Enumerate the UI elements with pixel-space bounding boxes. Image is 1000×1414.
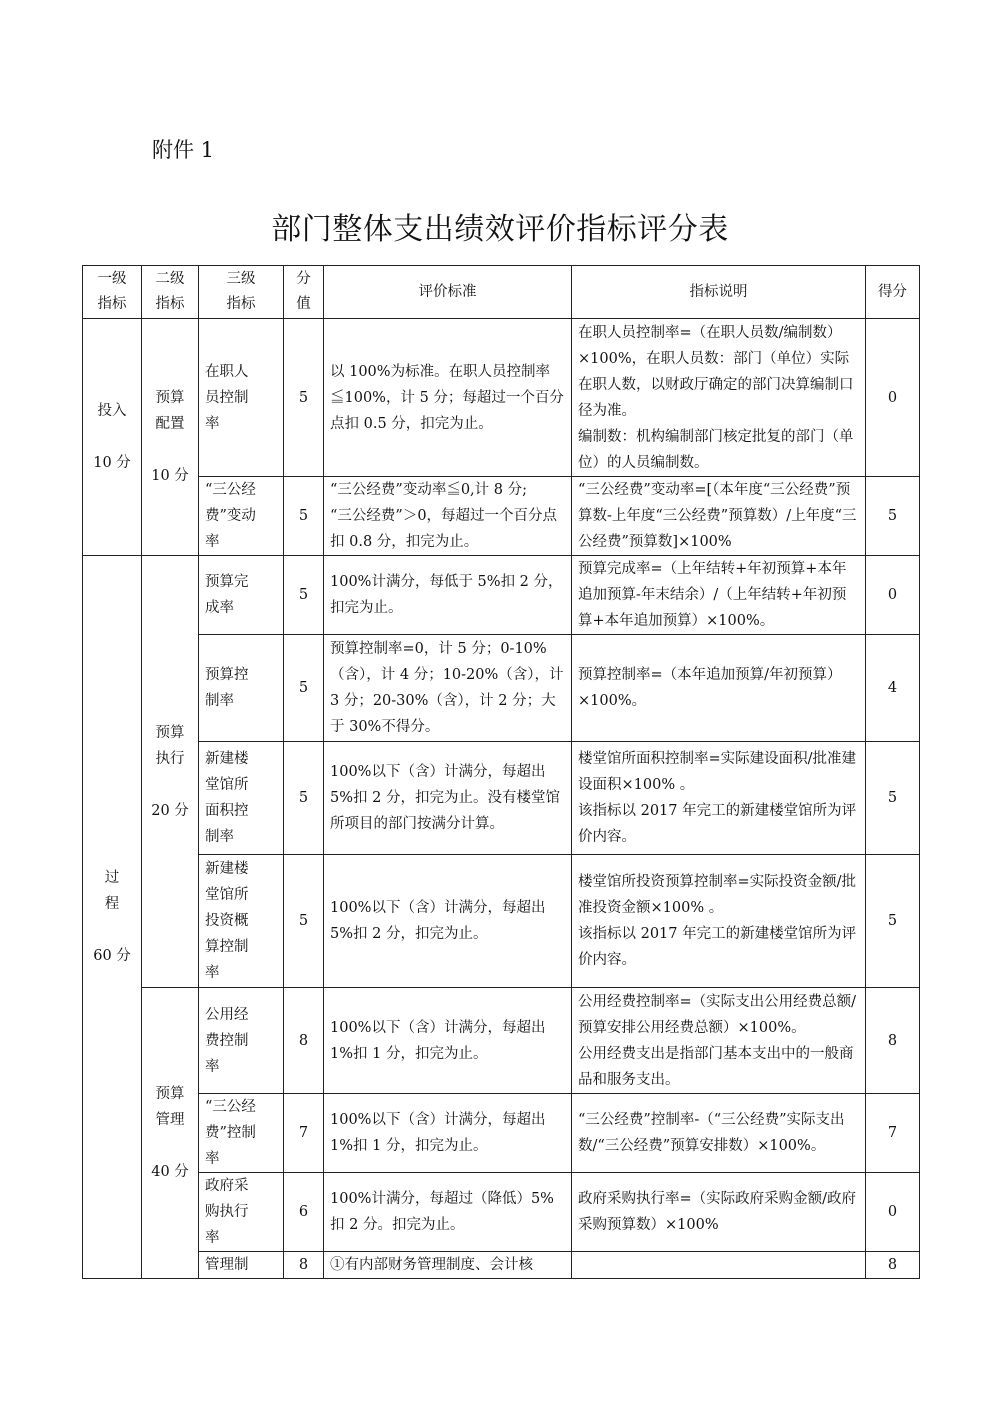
indicator-name: “三公经 费”变动 率 xyxy=(199,477,284,556)
indicator-explanation: 政府采购执行率=（实际政府采购金额/政府采购预算数）×100% xyxy=(572,1173,866,1252)
indicator-points: 5 xyxy=(284,477,324,556)
header-level2: 二级 指标 xyxy=(142,266,199,319)
indicator-score: 4 xyxy=(866,635,920,742)
table-row xyxy=(83,1252,920,1279)
group-budget-allocation: 预算 配置 10 分 xyxy=(142,319,199,556)
indicator-points: 5 xyxy=(284,855,324,988)
indicator-criteria: 预算控制率=0，计 5 分；0-10%（含），计 4 分；10-20%（含），计 3 分；20-30%（含），计 2 分；大于 30%不得分。 xyxy=(324,635,572,742)
indicator-criteria: 100%计满分，每低于 5%扣 2 分，扣完为止。 xyxy=(324,556,572,635)
group-budget-execution: 预算 执行 20 分 xyxy=(142,556,199,988)
indicator-name: 政府采 购执行 率 xyxy=(199,1173,284,1252)
indicator-points: 8 xyxy=(284,1252,324,1279)
group-process: 过 程 60 分 xyxy=(83,556,142,1279)
indicator-criteria: 100%以下（含）计满分，每超出 5%扣 2 分，扣完为止。没有楼堂馆所项目的部门按满分计算。 xyxy=(324,742,572,855)
indicator-explanation: 预算控制率=（本年追加预算/年初预算）×100%。 xyxy=(572,635,866,742)
header-criteria: 评价标准 xyxy=(324,266,572,319)
indicator-name: 新建楼 堂馆所 面积控 制率 xyxy=(199,742,284,855)
indicator-score: 0 xyxy=(866,319,920,477)
indicator-points: 7 xyxy=(284,1094,324,1173)
table-row xyxy=(83,319,920,477)
indicator-score: 5 xyxy=(866,855,920,988)
indicator-criteria: “三公经费”变动率≦0,计 8 分; “三公经费”＞0，每超过一个百分点扣 0.8 分，扣完为止。 xyxy=(324,477,572,556)
indicator-score: 7 xyxy=(866,1094,920,1173)
header-explanation: 指标说明 xyxy=(572,266,866,319)
header-score: 得分 xyxy=(866,266,920,319)
indicator-score: 5 xyxy=(866,477,920,556)
indicator-explanation: 楼堂馆所面积控制率=实际建设面积/批准建设面积×100% 。 该指标以 2017 年完工的新建楼堂馆所为评价内容。 xyxy=(572,742,866,855)
indicator-points: 8 xyxy=(284,988,324,1094)
indicator-points: 5 xyxy=(284,319,324,477)
indicator-name: “三公经 费”控制 率 xyxy=(199,1094,284,1173)
indicator-points: 5 xyxy=(284,742,324,855)
indicator-score: 0 xyxy=(866,556,920,635)
evaluation-table xyxy=(82,265,920,1279)
indicator-points: 6 xyxy=(284,1173,324,1252)
indicator-name: 预算完 成率 xyxy=(199,556,284,635)
indicator-name: 在职人 员控制 率 xyxy=(199,319,284,477)
indicator-criteria: 100%计满分，每超过（降低）5%扣 2 分。扣完为止。 xyxy=(324,1173,572,1252)
indicator-score: 8 xyxy=(866,988,920,1094)
indicator-criteria: 100%以下（含）计满分，每超出 1%扣 1 分，扣完为止。 xyxy=(324,988,572,1094)
indicator-name: 新建楼 堂馆所 投资概 算控制 率 xyxy=(199,855,284,988)
indicator-name: 管理制 xyxy=(199,1252,284,1279)
indicator-name: 公用经 费控制 率 xyxy=(199,988,284,1094)
indicator-criteria: 100%以下（含）计满分，每超出 5%扣 2 分，扣完为止。 xyxy=(324,855,572,988)
document-title: 部门整体支出绩效评价指标评分表 xyxy=(271,212,729,247)
indicator-score: 8 xyxy=(866,1252,920,1279)
table-row xyxy=(83,1094,920,1173)
indicator-score: 5 xyxy=(866,742,920,855)
attachment-label: 附件 1 xyxy=(152,138,215,162)
group-budget-management: 预算 管理 40 分 xyxy=(142,988,199,1279)
indicator-criteria: 100%以下（含）计满分，每超出 1%扣 1 分，扣完为止。 xyxy=(324,1094,572,1173)
indicator-criteria: ①有内部财务管理制度、会计核 xyxy=(324,1252,572,1279)
indicator-explanation: 预算完成率=（上年结转+年初预算+本年追加预算-年末结余）/（上年结转+年初预算+本年追加预算）×100%。 xyxy=(572,556,866,635)
indicator-explanation: 公用经费控制率=（实际支出公用经费总额/预算安排公用经费总额）×100%。 公用经费支出是指部门基本支出中的一般商品和服务支出。 xyxy=(572,988,866,1094)
group-input: 投入 10 分 xyxy=(83,319,142,556)
indicator-criteria: 以 100%为标准。在职人员控制率≦100%，计 5 分；每超过一个百分点扣 0.5 分，扣完为止。 xyxy=(324,319,572,477)
table-row xyxy=(83,855,920,988)
table-header-row xyxy=(83,266,920,319)
table-row xyxy=(83,477,920,556)
table-row xyxy=(83,635,920,742)
indicator-explanation xyxy=(572,1252,866,1279)
table-row xyxy=(83,556,920,635)
indicator-explanation: 在职人员控制率=（在职人员数/编制数）×100%，在职人员数：部门（单位）实际在职人数，以财政厅确定的部门决算编制口径为准。 编制数：机构编制部门核定批复的部门（单位）的人员编制数。 xyxy=(572,319,866,477)
header-level1: 一级 指标 xyxy=(83,266,142,319)
indicator-explanation: “三公经费”控制率-（“三公经费”实际支出数/“三公经费”预算安排数）×100%。 xyxy=(572,1094,866,1173)
indicator-points: 5 xyxy=(284,556,324,635)
indicator-explanation: 楼堂馆所投资预算控制率=实际投资金额/批准投资金额×100% 。 该指标以 2017 年完工的新建楼堂馆所为评价内容。 xyxy=(572,855,866,988)
header-level3: 三级 指标 xyxy=(199,266,284,319)
table-row xyxy=(83,742,920,855)
indicator-points: 5 xyxy=(284,635,324,742)
indicator-name: 预算控 制率 xyxy=(199,635,284,742)
indicator-score: 0 xyxy=(866,1173,920,1252)
header-points: 分 值 xyxy=(284,266,324,319)
table-row xyxy=(83,988,920,1094)
table-row xyxy=(83,1173,920,1252)
indicator-explanation: “三公经费”变动率=[（本年度“三公经费”预算数-上年度“三公经费”预算数）/上年度“三公经费”预算数]×100% xyxy=(572,477,866,556)
